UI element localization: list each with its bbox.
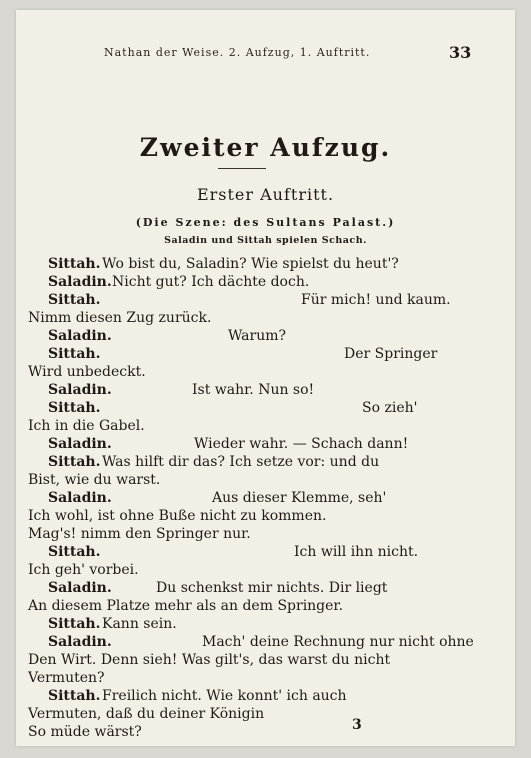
book-page [16, 10, 515, 746]
speech-text: Aus dieser Klemme, seh' [212, 490, 387, 506]
dialogue-line [16, 705, 515, 723]
speech-text: Wird unbedeckt. [28, 364, 146, 380]
speech-text: An diesem Platze mehr als an dem Springer. [28, 598, 344, 614]
dialogue-line [16, 507, 515, 525]
speaker-name: Sittah. [48, 454, 101, 470]
speaker-name: Sittah. [48, 544, 101, 560]
dialogue-line [16, 327, 515, 345]
dialogue-line [16, 363, 515, 381]
dialogue-line [16, 489, 515, 507]
speaker-name: Sittah. [48, 616, 101, 632]
dialogue-line [16, 453, 515, 471]
act-title-rule [218, 168, 266, 169]
speaker-name: Sittah. [48, 292, 101, 308]
scene-title: Erster Auftritt. [196, 185, 335, 204]
speech-text: Nicht gut? Ich dächte doch. [112, 274, 310, 290]
speaker-name: Sittah. [48, 688, 101, 704]
speech-text: Wieder wahr. — Schach dann! [194, 436, 409, 452]
scene-setting: (Die Szene: des Sultans Palast.) [135, 216, 396, 229]
dialogue-line [16, 615, 515, 633]
speaker-name: Saladin. [48, 580, 112, 596]
page-number: 33 [449, 43, 472, 62]
speaker-name: Sittah. [48, 346, 101, 362]
speaker-name: Saladin. [48, 436, 112, 452]
speech-text: Wo bist du, Saladin? Wie spielst du heut'? [102, 256, 399, 272]
speaker-name: Saladin. [48, 328, 112, 344]
dialogue-line [16, 399, 515, 417]
speaker-name: Saladin. [48, 382, 112, 398]
dialogue-line [16, 687, 515, 705]
speech-text: So zieh' [362, 400, 418, 416]
speech-text: Nimm diesen Zug zurück. [28, 310, 212, 326]
stage-direction: Saladin und Sittah spielen Schach. [164, 235, 367, 246]
speech-text: Was hilft dir das? Ich setze vor: und du [102, 454, 380, 470]
dialogue-line [16, 309, 515, 327]
speaker-name: Saladin. [48, 634, 112, 650]
dialogue-line [16, 471, 515, 489]
speaker-name: Saladin. [48, 490, 112, 506]
dialogue-line [16, 345, 515, 363]
speech-text: So müde wärst? [28, 724, 142, 740]
speech-text: Für mich! und kaum. [301, 292, 451, 308]
running-head: Nathan der Weise. 2. Aufzug, 1. Auftritt. [104, 46, 371, 59]
dialogue-line [16, 561, 515, 579]
dialogue-line [16, 273, 515, 291]
speech-text: Freilich nicht. Wie konnt' ich auch [102, 688, 347, 704]
speech-text: Du schenkst mir nichts. Dir liegt [156, 580, 388, 596]
signature-mark: 3 [352, 717, 362, 733]
dialogue-line [16, 579, 515, 597]
dialogue-line [16, 723, 515, 741]
dialogue-line [16, 525, 515, 543]
dialogue-line [16, 381, 515, 399]
act-title: Zweiter Aufzug. [139, 133, 392, 162]
speaker-name: Sittah. [48, 400, 101, 416]
dialogue-line [16, 417, 515, 435]
speech-text: Kann sein. [102, 616, 177, 632]
dialogue-line [16, 669, 515, 687]
dialogue-line [16, 255, 515, 273]
speech-text: Bist, wie du warst. [28, 472, 161, 488]
dialogue-line [16, 291, 515, 309]
speech-text: Den Wirt. Denn sieh! Was gilt's, das warst du nicht [28, 652, 391, 668]
speech-text: Der Springer [344, 346, 438, 362]
speech-text: Warum? [228, 328, 287, 344]
speaker-name: Saladin. [48, 274, 112, 290]
speech-text: Mag's! nimm den Springer nur. [28, 526, 251, 542]
speech-text: Ich geh' vorbei. [28, 562, 139, 578]
speech-text: Mach' deine Rechnung nur nicht ohne [202, 634, 474, 650]
dialogue-line [16, 633, 515, 651]
speaker-name: Sittah. [48, 256, 101, 272]
speech-text: Ich will ihn nicht. [294, 544, 419, 560]
speech-text: Ist wahr. Nun so! [192, 382, 315, 398]
speech-text: Vermuten, daß du deiner Königin [28, 706, 265, 722]
dialogue-line [16, 435, 515, 453]
dialogue-line [16, 597, 515, 615]
speech-text: Ich in die Gabel. [28, 418, 145, 434]
speech-text: Vermuten? [28, 670, 105, 686]
dialogue-line [16, 651, 515, 669]
dialogue-line [16, 543, 515, 561]
speech-text: Ich wohl, ist ohne Buße nicht zu kommen. [28, 508, 327, 524]
